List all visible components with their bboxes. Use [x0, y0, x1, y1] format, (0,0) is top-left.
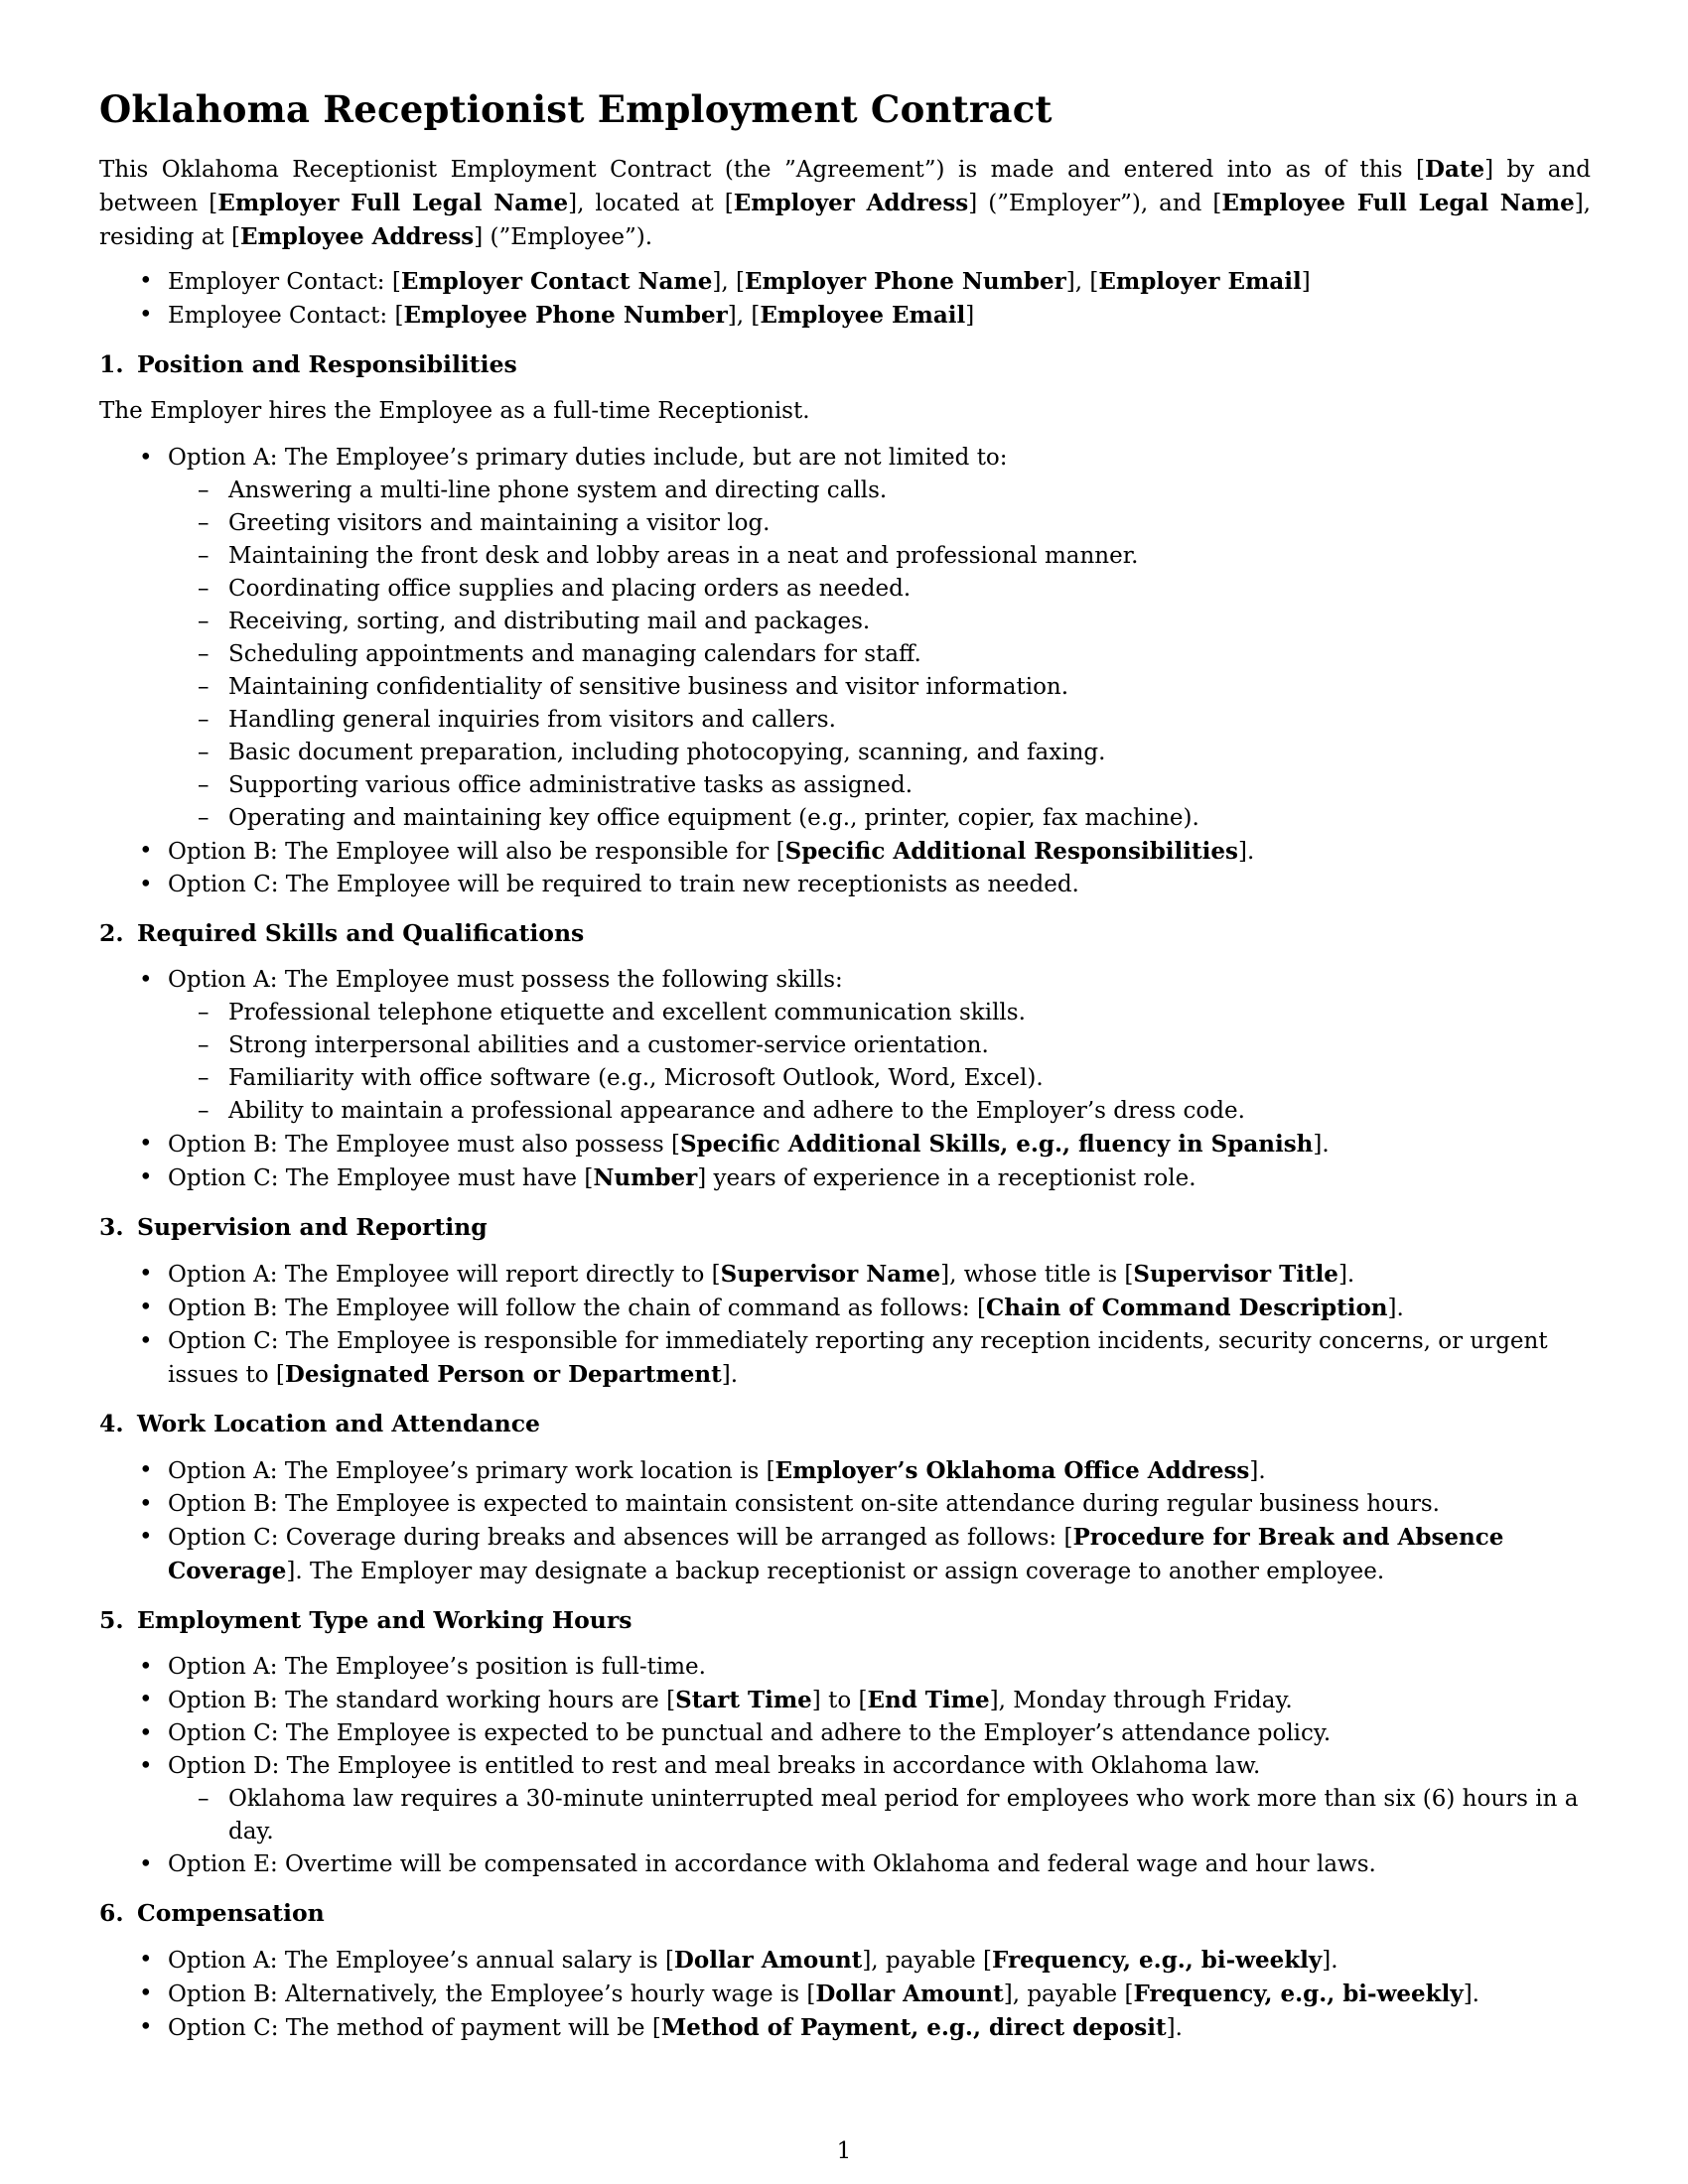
option-text: [168, 442, 1591, 475]
text-run: ], residing at [: [99, 191, 1591, 250]
placeholder-field: Start Time: [675, 1687, 812, 1713]
option-item: [99, 1717, 1591, 1750]
option-item: [99, 1684, 1591, 1717]
option-text: [168, 1488, 1591, 1521]
sub-list: [168, 475, 1591, 835]
sub-item: – Maintaining the front desk and lobby areas in a neat and professional manner.: [168, 540, 1591, 573]
placeholder-field: End Time: [867, 1687, 990, 1713]
placeholder-field: Specific Additional Responsibilities: [784, 838, 1238, 865]
option-item: [99, 1292, 1591, 1325]
placeholder-field: Employer Phone Number: [744, 268, 1066, 295]
option-item: [99, 1848, 1591, 1881]
option-text: [168, 1161, 1591, 1195]
text-run: ]: [965, 303, 975, 329]
sub-item: – Receiving, sorting, and distributing mail and packages.: [168, 606, 1591, 638]
placeholder-field: Date: [1425, 156, 1485, 183]
sub-item: – Answering a multi-line phone system and directing calls.: [168, 475, 1591, 507]
sub-list: [168, 1783, 1591, 1848]
text-run: Option C: The method of payment will be [: [168, 2015, 661, 2041]
option-text: [168, 1717, 1591, 1750]
option-item: [99, 964, 1591, 1128]
option-item: [99, 869, 1591, 901]
option-item: [99, 1750, 1591, 1848]
option-text: [168, 869, 1591, 901]
option-list: [99, 1258, 1591, 1392]
option-list: [99, 964, 1591, 1195]
sub-item: – Supporting various office administrative tasks as assigned.: [168, 769, 1591, 802]
section-heading: [99, 1897, 1591, 1930]
option-text: [168, 1258, 1591, 1292]
sub-item: – Strong interpersonal abilities and a customer-service orientation.: [168, 1029, 1591, 1062]
document-page: [99, 87, 1591, 2045]
placeholder-field: Specific Additional Skills, e.g., fluency in Spanish: [679, 1131, 1314, 1158]
placeholder-field: Employer Address: [733, 190, 969, 216]
placeholder-field: Employer Email: [1098, 268, 1302, 295]
text-run: ].: [1237, 839, 1255, 865]
option-text: [168, 1848, 1591, 1881]
placeholder-field: Procedure for Break and Absence Coverage: [168, 1524, 1504, 1584]
text-run: ] (”Employee”).: [474, 224, 653, 250]
sub-list: [168, 997, 1591, 1128]
option-item: [99, 1488, 1591, 1521]
section-number: 3.: [99, 1213, 124, 1241]
sub-item: – Scheduling appointments and managing calendars for staff.: [168, 638, 1591, 671]
section-heading: [99, 1408, 1591, 1440]
option-list: [99, 1944, 1591, 2045]
section-title: Required Skills and Qualifications: [137, 919, 585, 947]
option-item: [99, 1128, 1591, 1161]
sub-item: – Basic document preparation, including photocopying, scanning, and faxing.: [168, 737, 1591, 769]
section-title: Position and Responsibilities: [137, 350, 517, 378]
option-text: [168, 1521, 1591, 1588]
option-item: [99, 2011, 1591, 2045]
text-run: ], [: [712, 269, 745, 295]
placeholder-field: Employer Full Legal Name: [217, 190, 569, 216]
option-text: [168, 1325, 1591, 1392]
text-run: ].: [1313, 1132, 1330, 1158]
text-run: ], located at [: [568, 191, 734, 216]
option-text: [168, 964, 1591, 997]
option-item: [99, 1454, 1591, 1488]
option-text: [168, 1651, 1591, 1684]
option-item: [99, 835, 1591, 869]
option-item: [99, 1258, 1591, 1292]
option-text: [168, 835, 1591, 869]
placeholder-field: Frequency, e.g., bi-weekly: [1133, 1980, 1464, 2007]
text-run: Option C: The Employee is responsible for immediately reporting any reception incidents, security concerns, or urgent issues to [: [168, 1328, 1548, 1388]
document-title: Oklahoma Receptionist Employment Contract: [99, 87, 1053, 131]
section-heading: [99, 348, 1591, 381]
text-run: ].: [1322, 1948, 1338, 1974]
text-run: ], payable [: [862, 1948, 993, 1974]
option-item: [99, 1651, 1591, 1684]
text-run: ].: [1249, 1458, 1266, 1484]
placeholder-field: Dollar Amount: [815, 1980, 1004, 2007]
text-run: ], [: [1065, 269, 1099, 295]
text-run: Option B: The standard working hours are [: [168, 1688, 676, 1713]
section-heading: [99, 1604, 1591, 1637]
section-paragraph: The Employer hires the Employee as a full-time Receptionist.: [99, 398, 810, 424]
text-run: Option E: Overtime will be compensated in accordance with Oklahoma and federal wage and hour laws.: [168, 1851, 1376, 1877]
text-run: Option B: Alternatively, the Employee’s hourly wage is [: [168, 1981, 816, 2007]
sub-item: – Maintaining confidentiality of sensitive business and visitor information.: [168, 671, 1591, 704]
placeholder-field: Employee Address: [239, 223, 475, 250]
text-run: ], whose title is [: [940, 1262, 1134, 1288]
text-run: Option C: The Employee is expected to be punctual and adhere to the Employer’s attendance policy.: [168, 1720, 1332, 1746]
text-run: Option B: The Employee is expected to maintain consistent on-site attendance during regular business hours.: [168, 1491, 1440, 1517]
section-heading: [99, 1211, 1591, 1244]
section-title: Employment Type and Working Hours: [137, 1606, 633, 1634]
sub-item: – Oklahoma law requires a 30-minute uninterrupted meal period for employees who work more than six (6) hours in a day.: [168, 1783, 1591, 1848]
option-item: [99, 1978, 1591, 2011]
contact-list: [99, 265, 1591, 333]
option-item: [99, 442, 1591, 835]
text-run: ] (”Employer”), and [: [968, 191, 1222, 216]
option-text: [168, 1292, 1591, 1325]
text-run: Option A: The Employee’s primary work location is [: [168, 1458, 775, 1484]
intro-paragraph: [99, 153, 1591, 254]
text-run: Option A: The Employee’s annual salary is [: [168, 1948, 674, 1974]
section-title: Compensation: [137, 1899, 325, 1927]
page-number: 1: [836, 2138, 852, 2164]
placeholder-field: Employee Phone Number: [403, 302, 728, 329]
text-run: ]. The Employer may designate a backup receptionist or assign coverage to another employee.: [286, 1559, 1385, 1584]
text-run: ], [: [727, 303, 761, 329]
text-run: ] years of experience in a receptionist role.: [697, 1165, 1196, 1191]
text-run: Option B: The Employee must also possess [: [168, 1132, 680, 1158]
section-number: 4.: [99, 1410, 124, 1437]
text-run: This Oklahoma Receptionist Employment Contract (the ”Agreement”) is made and entered into as of this [: [99, 157, 1425, 183]
option-list: [99, 1454, 1591, 1588]
text-run: Option A: The Employee must possess the following skills:: [168, 967, 843, 993]
section-number: 2.: [99, 919, 124, 947]
text-run: ], payable [: [1003, 1981, 1134, 2007]
option-list: [99, 1651, 1591, 1881]
section-heading: [99, 917, 1591, 950]
text-run: ], Monday through Friday.: [989, 1688, 1293, 1713]
sub-item: – Greeting visitors and maintaining a visitor log.: [168, 507, 1591, 540]
placeholder-field: Designated Person or Department: [284, 1361, 722, 1388]
placeholder-field: Employee Full Legal Name: [1221, 190, 1575, 216]
text-run: Employee Contact: [: [168, 303, 404, 329]
section-number: 1.: [99, 350, 124, 378]
section-number: 6.: [99, 1899, 124, 1927]
sections: [99, 348, 1591, 2045]
text-run: ] to [: [811, 1688, 868, 1713]
option-item: [99, 1944, 1591, 1978]
text-run: ]: [1301, 269, 1311, 295]
text-run: Option C: The Employee will be required to train new receptionists as needed.: [168, 872, 1079, 897]
option-item: [99, 1521, 1591, 1588]
text-run: Option C: Coverage during breaks and absences will be arranged as follows: [: [168, 1525, 1073, 1551]
text-run: Option D: The Employee is entitled to rest and meal breaks in accordance with Oklahoma law.: [168, 1753, 1261, 1779]
option-item: [99, 1325, 1591, 1392]
text-run: ] by and between [: [99, 157, 1592, 216]
text-run: Option C: The Employee must have [: [168, 1165, 594, 1191]
text-run: Option A: The Employee will report directly to [: [168, 1262, 721, 1288]
option-text: [168, 2011, 1591, 2045]
sub-item: – Ability to maintain a professional appearance and adhere to the Employer’s dress code.: [168, 1095, 1591, 1128]
text-run: ].: [721, 1362, 739, 1388]
section-title: Work Location and Attendance: [137, 1410, 540, 1437]
contact-item: [99, 299, 1591, 333]
placeholder-field: Supervisor Title: [1133, 1261, 1338, 1288]
option-text: [168, 1750, 1591, 1783]
text-run: Employer Contact: [: [168, 269, 401, 295]
sub-item: – Handling general inquiries from visitors and callers.: [168, 704, 1591, 737]
placeholder-field: Chain of Command Description: [985, 1295, 1388, 1321]
option-text: [168, 1454, 1591, 1488]
option-text: [168, 1944, 1591, 1978]
sub-item: – Operating and maintaining key office equipment (e.g., printer, copier, fax machine).: [168, 802, 1591, 835]
text-run: Option B: The Employee will also be responsible for [: [168, 839, 785, 865]
text-run: Option B: The Employee will follow the chain of command as follows: [: [168, 1296, 986, 1321]
sub-item: – Familiarity with office software (e.g., Microsoft Outlook, Word, Excel).: [168, 1062, 1591, 1095]
text-run: Option A: The Employee’s primary duties include, but are not limited to:: [168, 445, 1008, 471]
option-text: [168, 1684, 1591, 1717]
section-title: Supervision and Reporting: [137, 1213, 488, 1241]
option-text: [168, 1128, 1591, 1161]
option-list: [99, 442, 1591, 901]
sub-item: – Professional telephone etiquette and excellent communication skills.: [168, 997, 1591, 1029]
text-run: ].: [1337, 1262, 1355, 1288]
placeholder-field: Supervisor Name: [720, 1261, 941, 1288]
text-run: ].: [1463, 1981, 1479, 2007]
placeholder-field: Dollar Amount: [673, 1947, 863, 1974]
text-run: ].: [1387, 1296, 1404, 1321]
option-text: [168, 1978, 1591, 2011]
placeholder-field: Method of Payment, e.g., direct deposit: [660, 2014, 1167, 2041]
placeholder-field: Employer Contact Name: [400, 268, 713, 295]
text-run: ].: [1166, 2015, 1183, 2041]
contact-item: [99, 265, 1591, 299]
placeholder-field: Employee Email: [760, 302, 966, 329]
section-number: 5.: [99, 1606, 124, 1634]
sub-item: – Coordinating office supplies and placing orders as needed.: [168, 573, 1591, 606]
text-run: Option A: The Employee’s position is full-time.: [168, 1654, 706, 1680]
placeholder-field: Frequency, e.g., bi-weekly: [992, 1947, 1323, 1974]
option-item: [99, 1161, 1591, 1195]
placeholder-field: Number: [593, 1164, 698, 1191]
placeholder-field: Employer’s Oklahoma Office Address: [774, 1457, 1250, 1484]
